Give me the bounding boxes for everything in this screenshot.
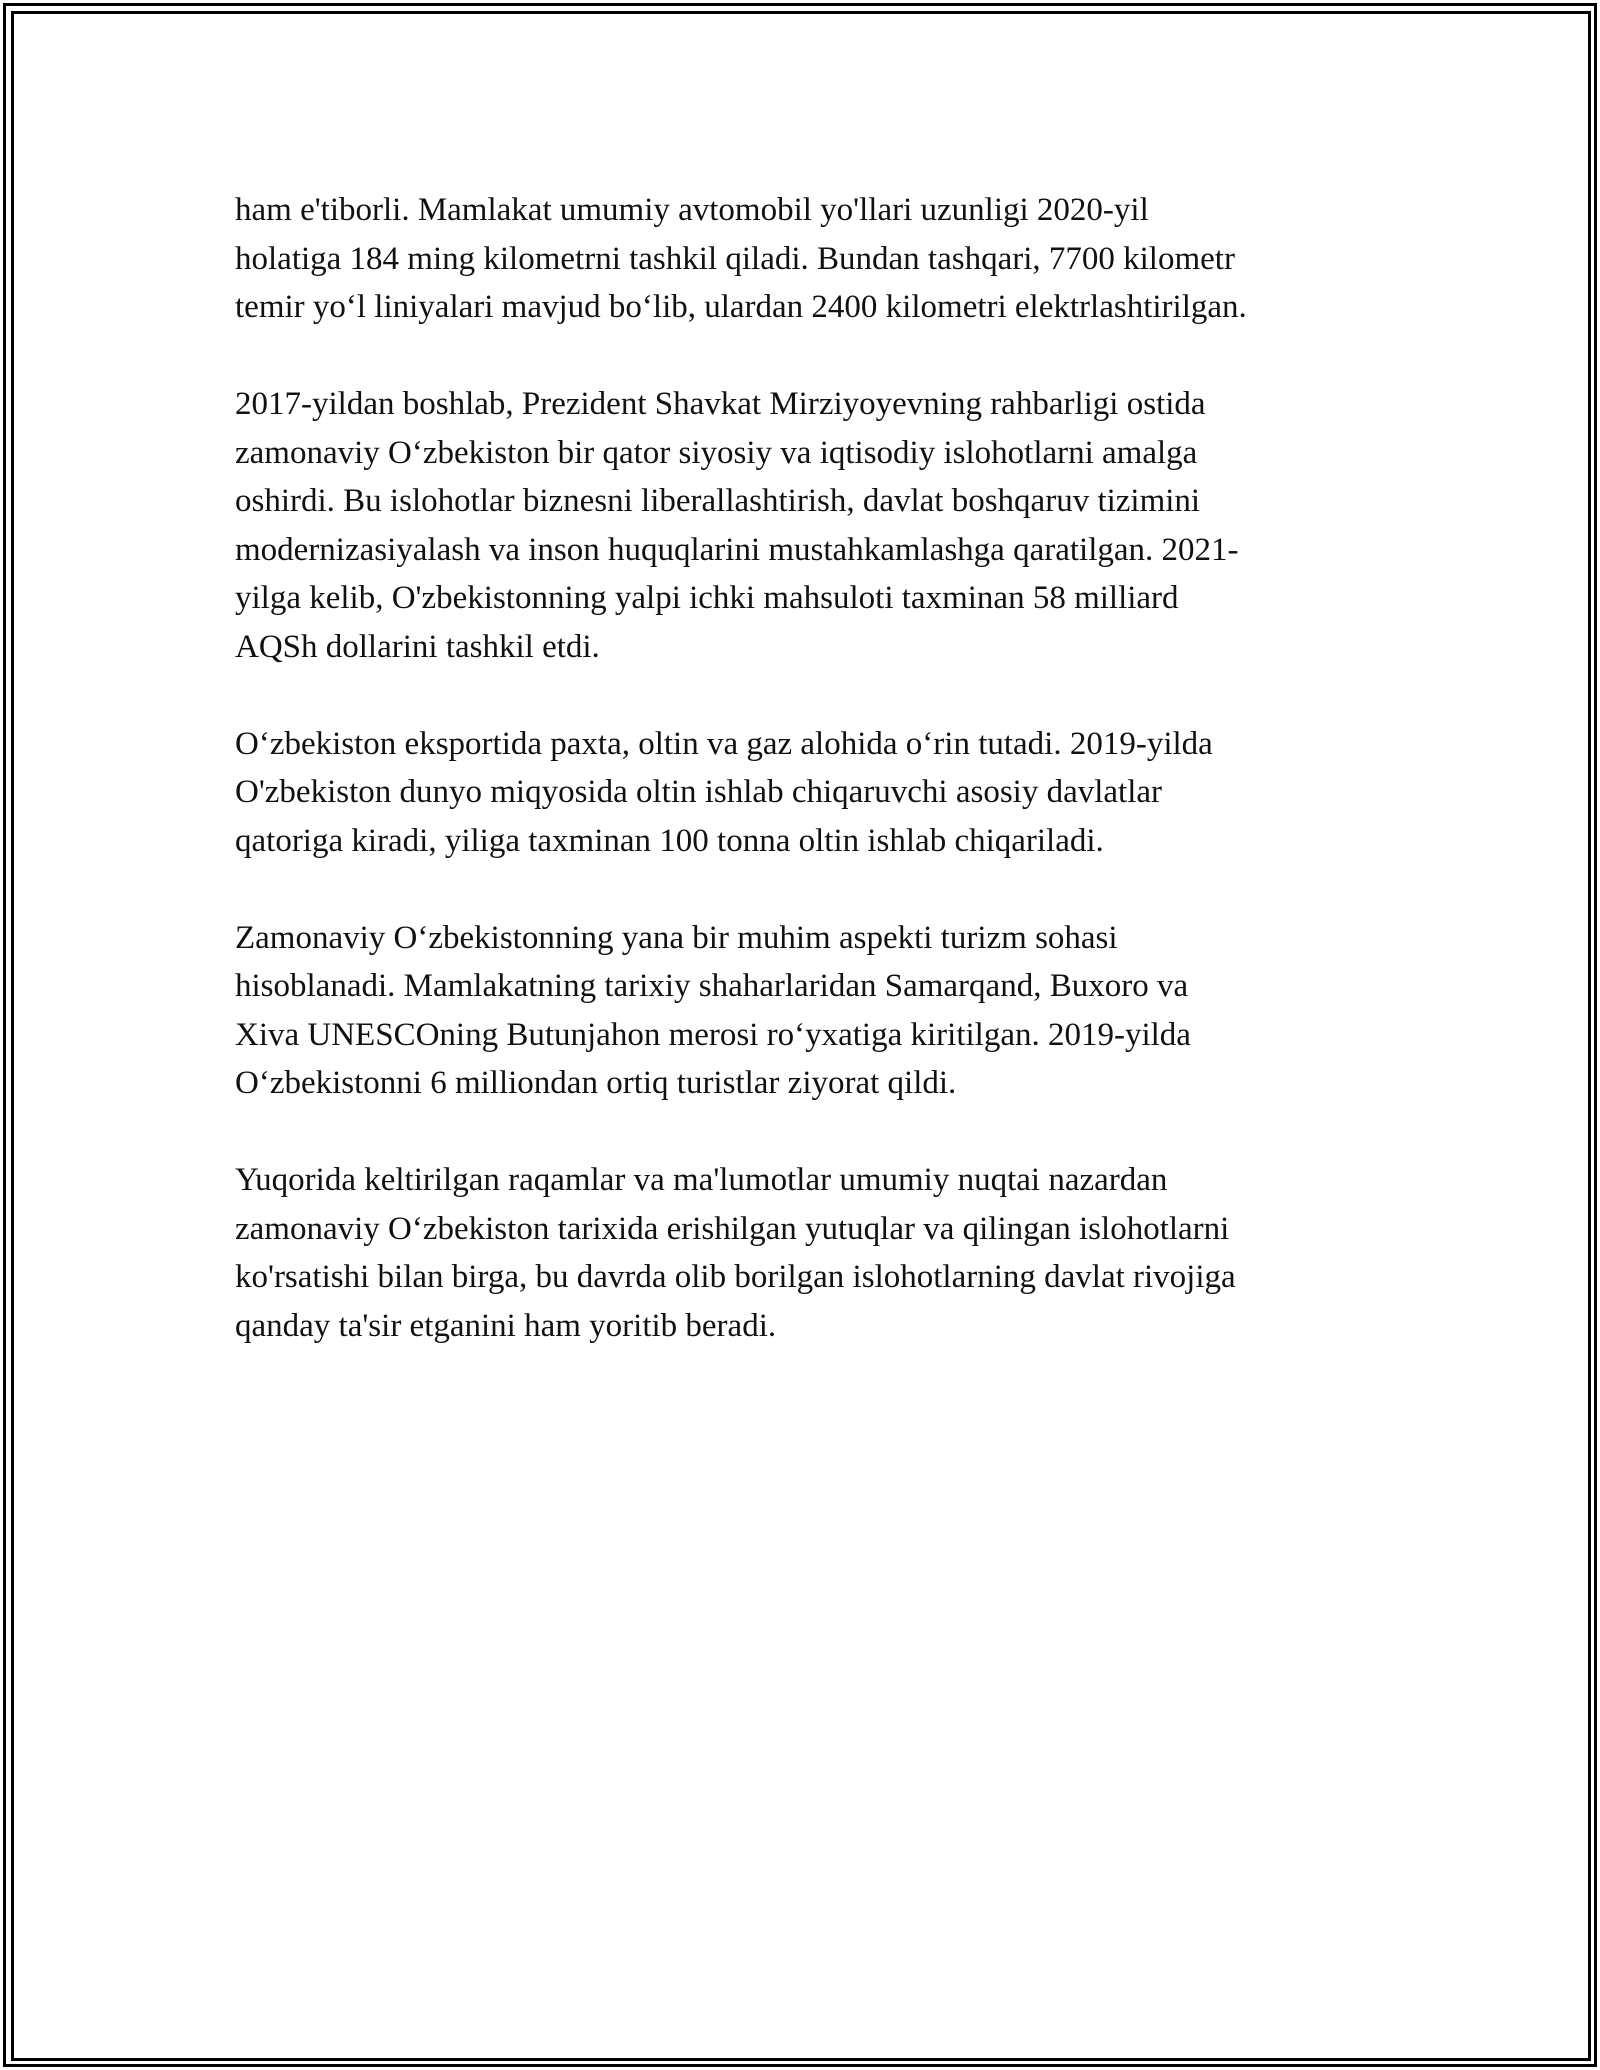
text-line: yilga kelib, O'zbekistonning yalpi ichki mahsuloti taxminan 58 milliard (235, 580, 1179, 616)
text-line: qanday ta'sir etganini ham yoritib beradi. (235, 1307, 777, 1344)
text-line: Yuqorida keltirilgan raqamlar va ma'lumotlar umumiy nuqtai nazardan (235, 1162, 1168, 1198)
text-line: Xiva UNESCOning Butunjahon merosi ro‘yxatiga kiritilgan. 2019-yilda (235, 1016, 1191, 1053)
text-line: Zamonaviy O‘zbekistonning yana bir muhim aspekti turizm sohasi (235, 919, 1118, 956)
text-line: O‘zbekiston eksportida paxta, oltin va gaz alohida o‘rin tutadi. 2019-yilda (235, 725, 1213, 762)
text-line: O‘zbekistonni 6 milliondan ortiq turistlar ziyorat qildi. (235, 1065, 957, 1101)
paragraph-reforms (235, 380, 1375, 671)
text-line: zamonaviy O‘zbekiston tarixida erishilgan yutuqlar va qilingan islohotlarni (235, 1210, 1230, 1247)
document-body (235, 186, 1375, 1399)
text-line: AQSh dollarini tashkil etdi. (235, 628, 600, 665)
text-line: O'zbekiston dunyo miqyosida oltin ishlab chiqaruvchi asosiy davlatlar (235, 774, 1163, 810)
paragraph-tourism (235, 914, 1375, 1108)
text-line: zamonaviy O‘zbekiston bir qator siyosiy va iqtisodiy islohotlarni amalga (235, 434, 1198, 471)
text-line: oshirdi. Bu islohotlar biznesni liberallashtirish, davlat boshqaruv tizimini (235, 483, 1201, 519)
paragraph-infrastructure (235, 186, 1375, 332)
text-line: holatiga 184 ming kilometrni tashkil qiladi. Bundan tashqari, 7700 kilometr (235, 240, 1235, 277)
text-line: temir yo‘l liniyalari mavjud bo‘lib, ulardan 2400 kilometri elektrlashtirilgan. (235, 289, 1247, 325)
paragraph-exports (235, 720, 1375, 866)
text-line: ko'rsatishi bilan birga, bu davrda olib borilgan islohotlarning davlat rivojiga (235, 1259, 1236, 1295)
text-line: hisoblanadi. Mamlakatning tarixiy shaharlaridan Samarqand, Buxoro va (235, 968, 1189, 1004)
text-line: ham e'tiborli. Mamlakat umumiy avtomobil yo'llari uzunligi 2020-yil (235, 192, 1149, 228)
text-line: qatoriga kiradi, yiliga taxminan 100 tonna oltin ishlab chiqariladi. (235, 822, 1104, 859)
paragraph-conclusion (235, 1156, 1375, 1350)
text-line: 2017-yildan boshlab, Prezident Shavkat Mirziyoyevning rahbarligi ostida (235, 386, 1206, 422)
text-line: modernizasiyalash va inson huquqlarini mustahkamlashga qaratilgan. 2021- (235, 531, 1239, 568)
